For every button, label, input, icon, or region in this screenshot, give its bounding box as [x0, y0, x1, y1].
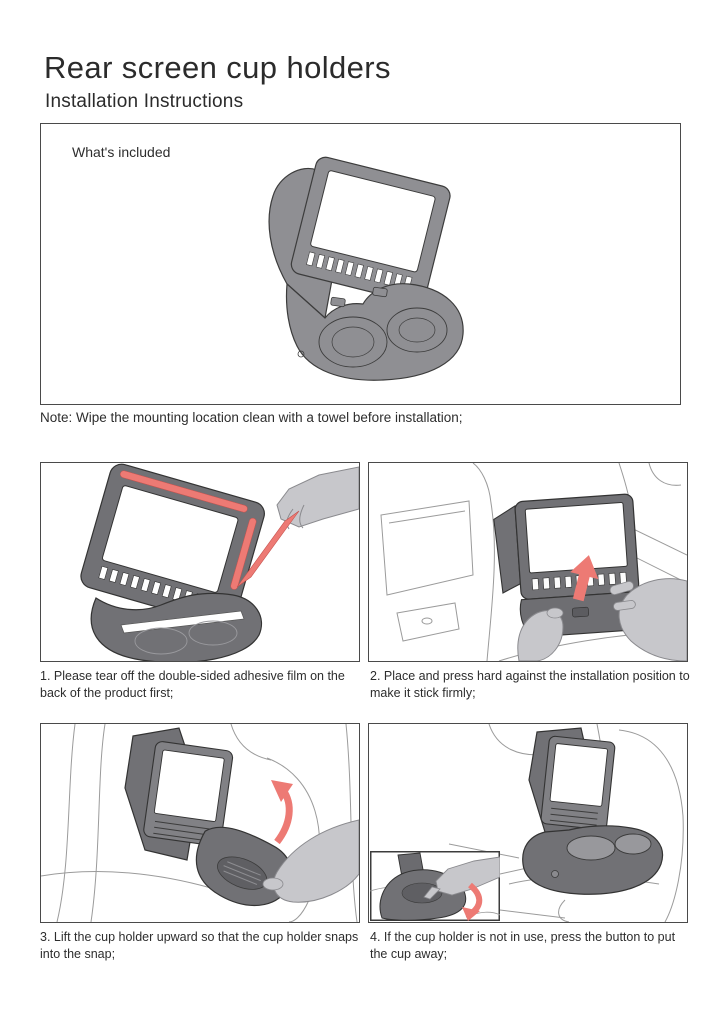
open-product-base: [91, 593, 261, 661]
step-1-illustration: [41, 463, 359, 661]
mounted-product: [529, 728, 615, 836]
installation-note: Note: Wipe the mounting location clean with a towel before installation;: [40, 410, 463, 425]
right-arm: [609, 579, 687, 661]
stow-button: [552, 871, 559, 878]
step-4-panel: [368, 723, 688, 923]
step-4-caption: 4. If the cup holder is not in use, press the button to put the cup away;: [370, 930, 676, 961]
step-3-panel: [40, 723, 360, 923]
step-1-caption: 1. Please tear off the double-sided adhesive film on the back of the product first;: [40, 669, 345, 700]
step-2-illustration: [369, 463, 687, 661]
step-4-illustration: [369, 724, 687, 922]
release-button: [572, 607, 589, 617]
whats-included-label: What's included: [72, 144, 171, 160]
step-2-caption: 2. Place and press hard against the installation position to make it stick firmly;: [370, 669, 690, 700]
step-2-panel: [368, 462, 688, 662]
deployed-cup-holder: [523, 826, 663, 894]
step-1-panel: [40, 462, 360, 662]
press-button-inset: [370, 852, 500, 921]
step-3-caption: 3. Lift the cup holder upward so that the cup holder snaps into the snap;: [40, 930, 359, 961]
page-title: Rear screen cup holders: [44, 50, 391, 85]
lift-arrow: [271, 780, 293, 842]
whats-included-box: [40, 123, 681, 405]
product-illustration: [211, 150, 471, 398]
step-3-illustration: [41, 724, 359, 922]
page-subtitle: Installation Instructions: [45, 91, 244, 112]
